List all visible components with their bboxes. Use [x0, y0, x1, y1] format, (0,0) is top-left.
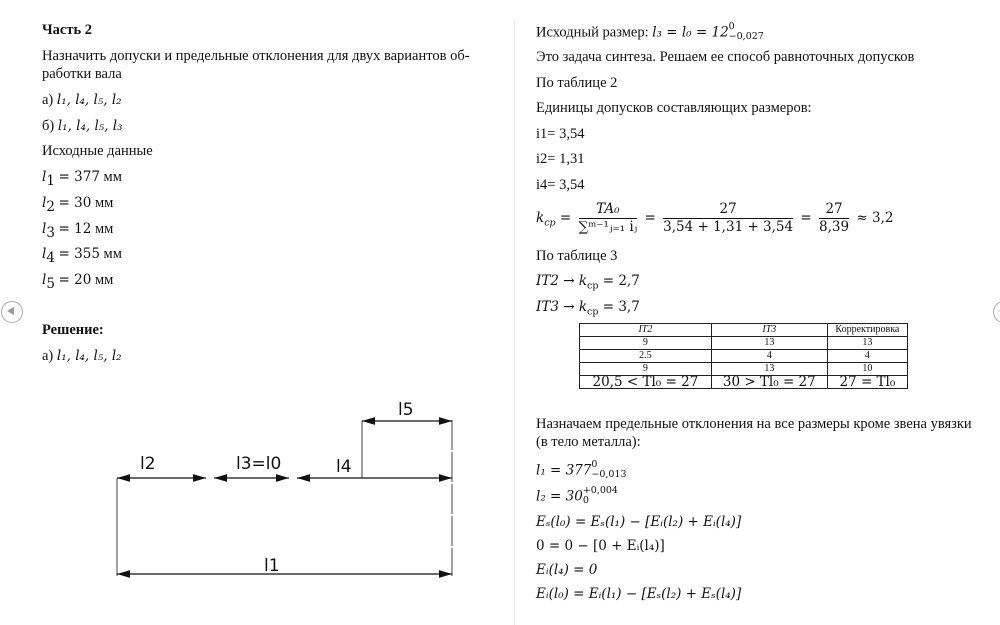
label-l3: l3=l0	[236, 454, 282, 474]
label-l4: l4	[336, 457, 352, 477]
section-title: Часть 2	[42, 22, 92, 38]
assign-text: Назначаем предельные отклонения на все размеры кроме звена увязки	[536, 416, 972, 432]
dim-l3: $l_3 = 12$ мм	[42, 221, 114, 241]
i4-value: i4= 3,54	[536, 177, 585, 193]
i1-value: i1= 3,54	[536, 126, 585, 142]
kcp-formula: $k_{ср}$ = $\frac{\text{TA₀}}{\text{∑ᵐ⁻¹ⱼ₌₁ iⱼ}}$ = $\frac{27}{3,54 + 1,31 + 3,54}$ = $\frac{27}{8,39}$ ≈ 3,2	[536, 201, 894, 235]
label-l1: l1	[264, 556, 280, 576]
dim-l2: $l_2 = 30$ мм	[42, 195, 114, 215]
solution-variant-a: а) l₁, l₄, l₅, l₂	[42, 348, 122, 364]
table3-ref: По таблице 3	[536, 248, 618, 264]
equation-substitution: 0 = 0 − [0 + Eᵢ(l₄)]	[536, 538, 665, 554]
task-text-cont: работки вала	[42, 66, 122, 82]
dim-l5: $l_5 = 20$ мм	[42, 272, 114, 292]
variant-a: а) l₁, l₄, l₅, l₂	[42, 92, 122, 108]
equation-ei-l4: Eᵢ(l₄) = 0	[536, 562, 598, 578]
dim-l4: $l_4 = 355$ мм	[42, 246, 122, 266]
dim-l1: $l_1 = 377$ мм	[42, 169, 122, 189]
initial-data-heading: Исходные данные	[42, 143, 153, 159]
it2-kcp: $IT2 \to k_{ср} = 2,7$	[536, 273, 640, 292]
table-row: 9 13 13	[580, 337, 908, 350]
tolerance-table	[579, 323, 908, 389]
l1-deviation: l₁ = 377 0 −0,013	[536, 459, 627, 480]
solution-heading: Решение:	[42, 322, 104, 338]
assign-text-cont: (в тело металла):	[536, 434, 641, 450]
table-header-row: IT2 IT3 Корректировка	[580, 324, 908, 337]
i2-value: i2= 1,31	[536, 151, 585, 167]
table-row: 20,5 < Tl₀ = 27 30 > Tl₀ = 27 27 = Tl₀	[580, 376, 908, 389]
equation-ei: Eᵢ(l₀) = Eᵢ(l₁) − [Eₛ(l₂) + Eₛ(l₄)]	[536, 586, 742, 602]
label-l5: l5	[398, 400, 414, 420]
synthesis-text: Это задача синтеза. Решаем ее способ равноточных допусков	[536, 49, 915, 65]
variant-b: б) l₁, l₄, l₅, l₃	[42, 118, 123, 134]
it3-kcp: $IT3 \to k_{ср} = 3,7$	[536, 299, 640, 318]
task-text: Назначить допуски и предельные отклонения для двух вариантов об-	[42, 48, 470, 64]
table2-ref: По таблице 2	[536, 75, 618, 91]
table-row: 9 13 10	[580, 363, 908, 376]
table-row: 2.5 4 4	[580, 350, 908, 363]
units-heading: Единицы допусков составляющих размеров:	[536, 100, 812, 116]
l2-deviation: l₂ = 30 +0,004 0	[536, 485, 618, 506]
equation-es: Eₛ(l₀) = Eₛ(l₁) − [Eᵢ(l₂) + Eᵢ(l₄)]	[536, 514, 742, 530]
next-page-arrow-icon[interactable]	[993, 301, 1000, 323]
label-l2: l2	[140, 454, 156, 474]
source-size: Исходный размер: l₃ = l₀ = 12 0 −0,027	[536, 21, 764, 42]
